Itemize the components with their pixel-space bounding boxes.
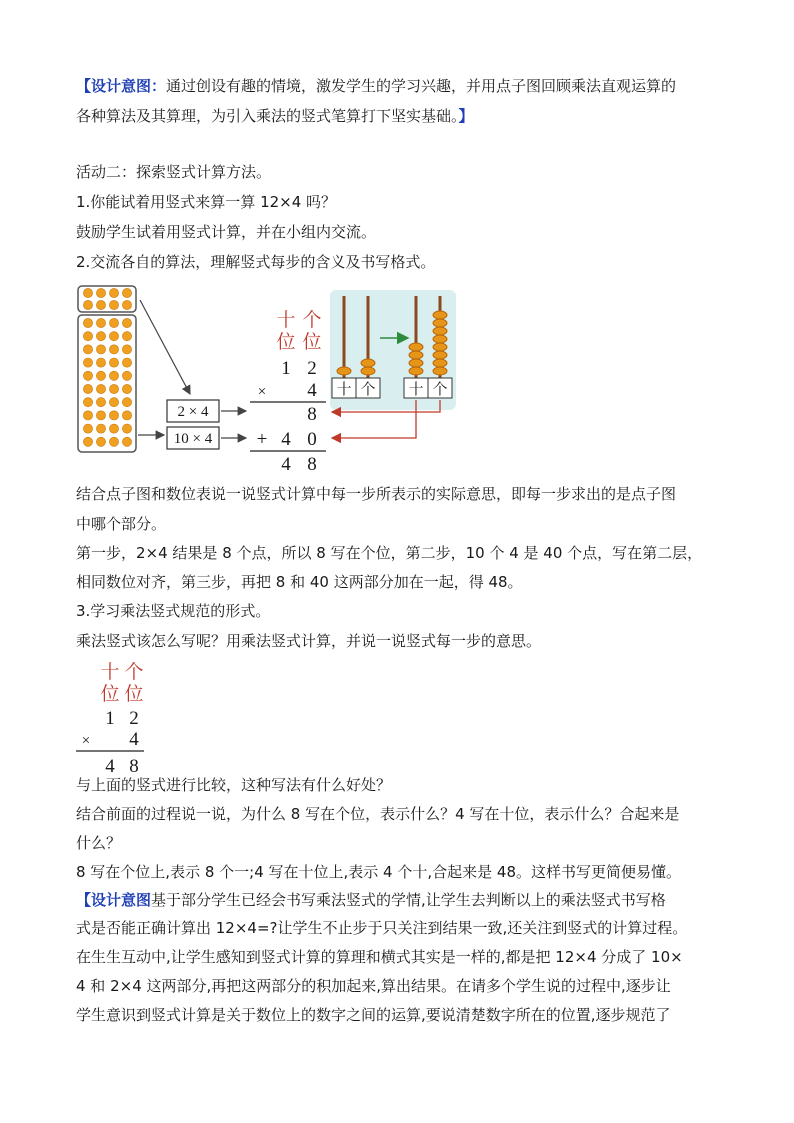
place-ones-label: 个 [302, 309, 322, 331]
dot [122, 358, 131, 367]
dot [122, 332, 131, 341]
expr-2x4: 2 × 4 [177, 404, 209, 420]
question-2: 2.交流各自的算法，理解竖式每步的含义及书写格式。 [76, 253, 436, 271]
abacus-bead [433, 335, 447, 343]
design-intent-1-tag: 【设计意图： [76, 77, 167, 95]
abacus-left-ones-label: 个 [360, 380, 376, 398]
dot [83, 437, 92, 446]
dot [109, 300, 118, 309]
expr-10x4: 10 × 4 [173, 431, 213, 447]
multiplicand-ones: 2 [307, 358, 317, 379]
design-intent-1-text-2: 各种算法及其算理，为引入乘法的竖式笔算打下坚实基础。 [76, 107, 459, 125]
design-intent-1-close: 】 [458, 107, 474, 125]
dot [122, 424, 131, 433]
dot [109, 358, 118, 367]
dot [109, 371, 118, 380]
dot [96, 358, 105, 367]
dot [83, 371, 92, 380]
abacus-bead [433, 327, 447, 335]
abacus-right-ones-label: 个 [432, 380, 448, 398]
design-intent-2-line-5: 学生意识到竖式计算是关于数位上的数字之间的运算,要说清楚数字所在的位置,逐步规范了 [76, 1006, 671, 1024]
partial-product-1: 8 [307, 404, 317, 425]
dot [83, 411, 92, 420]
dot [122, 398, 131, 407]
design-intent-2-line-2: 式是否能正确计算出 12×4=?让学生不止步于只关注到结果一致,还关注到竖式的计算过程。 [76, 919, 688, 937]
place-tens-wei: 位 [276, 331, 296, 353]
fig2-place-tens: 十 [100, 661, 120, 683]
dot [122, 288, 131, 297]
dot [96, 371, 105, 380]
fig2-result-tens: 4 [105, 756, 115, 777]
abacus-bead [409, 351, 423, 359]
discuss-line-3: 什么？ [76, 834, 122, 852]
explain-line-2: 中哪个部分。 [76, 515, 167, 533]
dot [83, 288, 92, 297]
dot [122, 318, 131, 327]
design-intent-2-text-1: 基于部分学生已经会书写乘法竖式的学情,让学生去判断以上的乘法竖式书写格 [151, 891, 666, 909]
dot [96, 411, 105, 420]
dot [83, 398, 92, 407]
dot [96, 332, 105, 341]
abacus-bead [409, 367, 423, 375]
explain-line-1: 结合点子图和数位表说一说竖式计算中每一步所表示的实际意思，即每一步求出的是点子图 [76, 485, 677, 503]
question-3-note: 乘法竖式该怎么写呢？用乘法竖式计算，并说一说竖式每一步的意思。 [76, 632, 542, 650]
fig2-place-ones-wei: 位 [124, 683, 144, 705]
abacus-left-bead-tens [337, 367, 351, 375]
dot [96, 398, 105, 407]
times-sign: × [257, 384, 267, 400]
abacus-bead [433, 319, 447, 327]
dot [83, 358, 92, 367]
abacus-right-tens-label: 十 [408, 380, 424, 398]
discuss-line-4: 8 写在个位上,表示 8 个一;4 写在十位上,表示 4 个十,合起来是 48。这样书写更简便易懂。 [76, 863, 681, 881]
design-intent-2-line-3: 在生生互动中,让学生感知到竖式计算的算理和横式其实是一样的,都是把 12×4 分成了 10× [76, 948, 683, 966]
partial-product-2-ones: 0 [307, 429, 317, 450]
dot [83, 345, 92, 354]
abacus-left-bead-ones-1 [361, 367, 375, 375]
multiplier: 4 [307, 380, 317, 401]
dot [122, 384, 131, 393]
dot [83, 332, 92, 341]
fig2-multiplicand-tens: 1 [105, 708, 115, 729]
dot [83, 424, 92, 433]
arrow-top-to-2x4 [140, 300, 190, 394]
question-3: 3.学习乘法竖式规范的形式。 [76, 602, 271, 620]
abacus-left-bead-ones-2 [361, 359, 375, 367]
dot [96, 288, 105, 297]
dot [96, 345, 105, 354]
abacus-bead [409, 343, 423, 351]
design-intent-1-text-1: 通过创设有趣的情境，激发学生的学习兴趣，并用点子图回顾乘法直观运算的 [166, 77, 677, 95]
fig2-result-ones: 8 [129, 756, 139, 777]
design-intent-2-line-1 [76, 890, 666, 910]
dot [122, 345, 131, 354]
dot [109, 411, 118, 420]
question-1: 1.你能试着用竖式来算一算 12×4 吗？ [76, 193, 337, 211]
vertical-multiplication-figure [74, 282, 464, 474]
abacus-bead [433, 351, 447, 359]
partial-product-2-tens: 4 [281, 429, 291, 450]
discuss-line-2: 结合前面的过程说一说，为什么 8 写在个位，表示什么？4 写在十位，表示什么？合起来是 [76, 805, 680, 823]
explain-line-4: 相同数位对齐，第三步，再把 8 和 40 这两部分加在一起，得 48。 [76, 573, 523, 591]
fig2-multiplicand-ones: 2 [129, 708, 139, 729]
dot [109, 345, 118, 354]
abacus-left-tens-label: 十 [336, 380, 352, 398]
standard-vertical-form-figure [74, 660, 154, 778]
dot [109, 318, 118, 327]
design-intent-1-line-1 [76, 76, 676, 96]
dot [83, 384, 92, 393]
dot [122, 300, 131, 309]
dot [96, 424, 105, 433]
result-tens: 4 [281, 454, 291, 474]
design-intent-1-line-2 [76, 106, 474, 126]
dot [96, 318, 105, 327]
fig2-place-tens-wei: 位 [100, 683, 120, 705]
dot [83, 318, 92, 327]
question-1-note: 鼓励学生试着用竖式计算，并在小组内交流。 [76, 223, 377, 241]
dot [122, 371, 131, 380]
dot [109, 437, 118, 446]
abacus-bead [409, 359, 423, 367]
discuss-line-1: 与上面的竖式进行比较，这种写法有什么好处？ [76, 776, 392, 794]
dot [96, 437, 105, 446]
abacus-bead [433, 359, 447, 367]
abacus-bead [433, 343, 447, 351]
explain-line-3: 第一步，2×4 结果是 8 个点，所以 8 写在个位，第二步，10 个 4 是 40 个点，写在第二层， [76, 544, 703, 562]
fig2-times-sign: × [81, 733, 91, 749]
design-intent-2-tag: 【设计意图 [76, 891, 152, 909]
place-ones-wei: 位 [302, 331, 322, 353]
dot [109, 288, 118, 297]
activity-2-title: 活动二：探索竖式计算方法。 [76, 163, 272, 181]
dot [96, 384, 105, 393]
fig2-place-ones: 个 [124, 661, 144, 683]
design-intent-2-line-4: 4 和 2×4 这两部分,再把这两部分的积加起来,算出结果。在请多个学生说的过程中,逐步让 [76, 977, 671, 995]
dot [109, 384, 118, 393]
multiplicand-tens: 1 [281, 358, 291, 379]
abacus-bead [433, 311, 447, 319]
dot [109, 398, 118, 407]
dot [109, 424, 118, 433]
fig2-multiplier: 4 [129, 729, 139, 750]
dot [122, 411, 131, 420]
dot [96, 300, 105, 309]
dot [83, 300, 92, 309]
place-tens-label: 十 [276, 309, 296, 331]
result-ones: 8 [307, 454, 317, 474]
dot [122, 437, 131, 446]
plus-sign: + [256, 429, 268, 450]
dot [109, 332, 118, 341]
abacus-bead [433, 367, 447, 375]
